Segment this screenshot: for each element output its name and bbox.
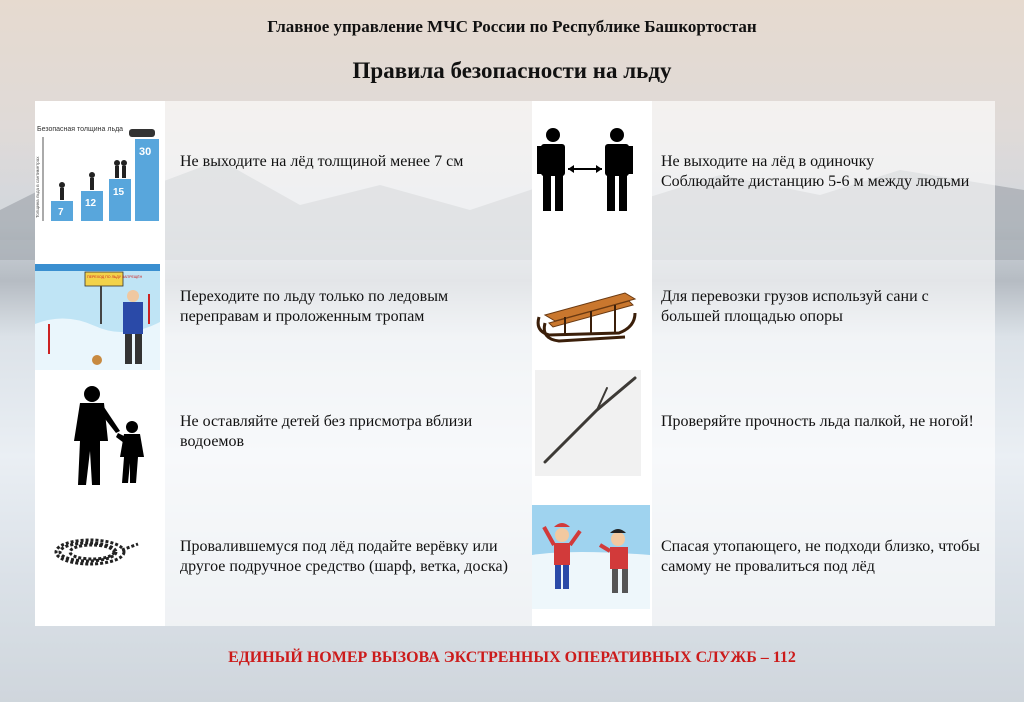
- stick-icon: [535, 370, 641, 476]
- rule-not-alone-text: Не выходите на лёд в одиночку Соблюдайте дистанцию 5-6 м между людьми: [661, 153, 970, 190]
- rule-stick-text: Проверяйте прочность льда палкой, не ногой!: [661, 413, 974, 430]
- kids-on-ice-icon: [532, 505, 650, 609]
- adult-with-child-icon: [70, 385, 158, 488]
- level-15: 15: [113, 187, 125, 198]
- ice-thickness-chart-icon: [35, 123, 163, 223]
- emergency-number-banner: ЕДИНЫЙ НОМЕР ВЫЗОВА ЭКСТРЕННЫХ ОПЕРАТИВНЫХ СЛУЖБ – 112: [228, 649, 796, 666]
- level-30: 30: [139, 146, 152, 158]
- rope-icon: [50, 530, 140, 574]
- two-people-distance-icon: [535, 127, 635, 215]
- organization-title: Главное управление МЧС России по Республике Башкортостан: [267, 17, 757, 36]
- chart-ylabel: Толщина льда в сантиметрах: [35, 156, 40, 218]
- chart-title: Безопасная толщина льда: [37, 126, 124, 133]
- warning-sign-text: ПЕРЕХОД ПО ЛЬДУ ЗАПРЕЩЁН: [87, 275, 143, 279]
- page-title: Правила безопасности на льду: [352, 58, 672, 83]
- level-12: 12: [85, 198, 97, 209]
- level-7: 7: [58, 207, 64, 218]
- rule-sled-text: Для перевозки грузов используй сани с большей площадью опоры: [661, 288, 929, 325]
- rule-ice-thickness-text: Не выходите на лёд толщиной менее 7 см: [180, 153, 464, 170]
- rule-rescue-text: Спасая утопающего, не подходи близко, чтобы самому не провалиться под лёд: [661, 538, 980, 575]
- sled-icon: [535, 287, 641, 347]
- rule-crossings-text: Переходите по льду только по ледовым переправам и проложенным тропам: [180, 288, 449, 325]
- ice-crossing-scene-icon: [35, 264, 160, 370]
- rule-rope-text: Провалившемуся под лёд подайте верёвку или другое подручное средство (шарф, ветка, доска): [180, 538, 508, 575]
- rule-children-text: Не оставляйте детей без присмотра вблизи водоемов: [180, 413, 473, 450]
